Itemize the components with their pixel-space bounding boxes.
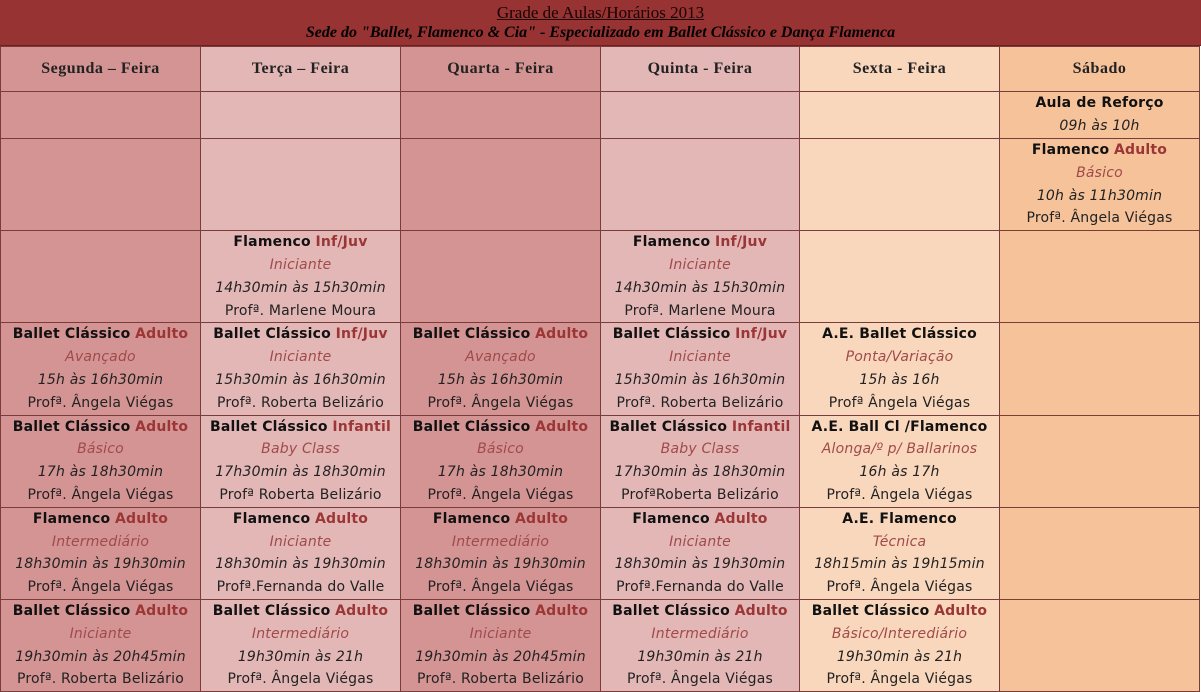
class-group: Adulto [135,326,189,343]
class-heading [201,231,400,254]
class-group: Adulto [314,510,369,527]
class-level: Iniciante [669,256,731,273]
class-level: Técnica [872,533,927,550]
class-cell [800,599,1000,691]
class-level: Iniciante [669,533,731,550]
class-cell [201,415,401,507]
class-teacher: Profª Roberta Belizário [219,486,382,503]
class-heading [601,600,799,623]
class-group: Adulto [135,602,189,619]
class-name: Flamenco [32,510,111,527]
page-title: Grade de Aulas/Horários 2013 [496,3,705,22]
class-teacher: Profª. Ângela Viégas [826,671,973,688]
class-level: Iniciante [669,349,731,366]
time-slot-row [1,599,1200,691]
class-time: 19h30min às 21h [237,648,364,665]
class-heading [601,416,799,439]
class-teacher: Profª. Ângela Viégas [826,579,973,596]
class-cell [800,415,1000,507]
header-banner [0,0,1201,46]
class-name: Ballet Clássico [412,418,531,435]
empty-cell [1000,231,1200,323]
class-heading [201,323,400,346]
empty-cell [201,139,401,231]
class-name: Ballet Clássico [811,602,930,619]
class-level: Básico [77,441,124,458]
time-slot-row [1,231,1200,323]
class-name: A.E. Flamenco [842,510,957,527]
class-time: 15h às 16h30min [37,371,164,388]
class-name: Ballet Clássico [12,418,131,435]
class-time: 15h às 16h [859,371,940,388]
class-name: Ballet Clássico [612,602,730,619]
class-heading [401,600,600,623]
class-teacher: Profª. Ângela Viégas [826,486,973,503]
class-time: 18h15min às 19h15min [814,556,985,573]
class-level: Intermediário [51,533,150,550]
class-level: Baby Class [261,441,340,458]
empty-cell [401,231,601,323]
class-teacher: Profª. Roberta Belizário [616,394,784,411]
empty-cell [800,139,1000,231]
empty-cell [201,92,401,139]
class-name: Ballet Clássico [609,418,728,435]
class-time: 19h30min às 20h45min [15,648,186,665]
time-slot-row [1,323,1200,415]
class-cell [1,599,201,691]
class-heading [1000,92,1199,115]
class-group: Inf/Juv [315,234,368,251]
class-cell [1,507,201,599]
time-slot-row [1,139,1200,231]
class-level: Iniciante [269,349,332,366]
class-time: 19h30min às 21h [836,648,963,665]
class-name: A.E. Ball Cl /Flamenco [811,418,988,435]
class-level: Alonga/º p/ Ballarinos [821,441,978,458]
class-group: Adulto [535,418,589,435]
class-heading [601,323,799,346]
class-level: Intermediário [651,625,749,642]
class-level: Iniciante [269,533,332,550]
class-group: Adulto [934,602,988,619]
class-name: Flamenco [632,234,711,251]
class-cell [201,599,401,691]
class-teacher: ProfªRoberta Belizário [621,486,779,503]
class-group: Inf/Juv [735,326,788,343]
class-cell [1000,139,1200,231]
class-heading [401,508,600,531]
class-cell [601,323,800,415]
class-time: 15h30min às 16h30min [215,371,386,388]
empty-cell [1,231,201,323]
empty-cell [401,139,601,231]
day-header-segunda: Segunda – Feira [1,47,201,92]
class-heading [1,416,200,439]
class-level: Ponta/Variação [845,349,954,366]
class-group: Adulto [714,510,768,527]
class-group: Adulto [535,326,589,343]
class-time: 16h às 17h [859,464,940,481]
class-time: 14h30min às 15h30min [215,279,386,296]
class-teacher: Profª. Ângela Viégas [27,579,174,596]
time-slot-row [1,415,1200,507]
class-time: 10h às 11h30min [1036,187,1163,204]
empty-cell [1000,415,1200,507]
class-heading [201,600,400,623]
class-time: 15h às 16h30min [437,371,564,388]
class-heading [1000,139,1199,162]
class-time: 19h30min às 21h [637,648,763,665]
class-teacher: Profª. Ângela Viégas [626,671,774,688]
time-slot-row [1,92,1200,139]
class-group: Inf/Juv [335,326,388,343]
class-name: Flamenco [232,510,311,527]
class-cell [201,323,401,415]
class-time: 14h30min às 15h30min [614,279,786,296]
class-level: Intermediário [451,533,550,550]
class-name: Flamenco [233,234,311,251]
time-slot-row [1,507,1200,599]
class-level: Básico [1076,164,1123,181]
class-name: Ballet Clássico [210,418,328,435]
empty-cell [1,92,201,139]
class-name: Ballet Clássico [213,326,331,343]
class-group: Infantil [731,418,791,435]
class-time: 18h30min às 19h30min [15,556,186,573]
class-name: Aula de Reforço [1035,95,1164,111]
class-time: 18h30min às 19h30min [215,556,386,573]
day-header-quinta: Quinta - Feira [601,47,800,92]
class-cell [800,507,1000,599]
class-heading [800,416,999,439]
empty-cell [1,139,201,231]
class-name: Ballet Clássico [212,602,331,619]
class-level: Básico/Interediário [831,625,968,642]
class-heading [800,508,999,531]
class-time: 17h às 18h30min [37,464,164,481]
class-group: Inf/Juv [714,234,768,251]
class-time: 18h30min às 19h30min [415,556,586,573]
empty-cell [401,92,601,139]
class-heading [601,231,799,254]
empty-cell [601,139,800,231]
class-time: 17h30min às 18h30min [215,464,386,481]
class-cell [800,323,1000,415]
class-teacher: Profª. Roberta Belizário [16,671,184,688]
class-teacher: Profª. Ângela Viégas [27,394,174,411]
empty-cell [800,231,1000,323]
class-heading [201,508,400,531]
class-teacher: Profª. Ângela Viégas [227,671,374,688]
class-group: Adulto [734,602,788,619]
class-time: 15h30min às 16h30min [614,371,786,388]
class-level: Iniciante [269,256,332,273]
class-name: Flamenco [432,510,511,527]
class-heading [401,323,600,346]
class-time: 18h30min às 19h30min [614,556,786,573]
class-cell [201,507,401,599]
class-level: Iniciante [69,625,132,642]
empty-cell [601,92,800,139]
class-cell [401,599,601,691]
class-teacher: Profª. Marlene Moura [624,302,776,319]
page-subtitle: Sede do "Ballet, Flamenco & Cia" - Especializado em Ballet Clássico e Dança Flamenca [305,24,896,41]
class-group: Infantil [332,418,391,435]
class-name: Flamenco [1031,142,1110,158]
class-name: Ballet Clássico [612,326,731,343]
class-teacher: Profª. Ângela Viégas [427,394,574,411]
class-heading [601,508,799,531]
class-heading [1,600,200,623]
schedule-table [0,46,1200,692]
class-level: Baby Class [660,441,740,458]
class-cell [601,231,800,323]
class-cell [601,415,800,507]
class-teacher: Profª. Roberta Belizário [216,394,384,411]
class-level: Iniciante [469,625,532,642]
empty-cell [1000,507,1200,599]
class-teacher: Profª. Ângela Viégas [27,486,174,503]
class-level: Avançado [465,349,536,366]
class-heading [800,323,999,346]
class-heading [201,416,400,439]
class-name: Flamenco [632,510,710,527]
class-cell [201,231,401,323]
empty-cell [800,92,1000,139]
day-header-sabado: Sábado [1000,47,1200,92]
class-heading [800,600,999,623]
empty-cell [1000,599,1200,691]
class-name: Ballet Clássico [12,602,131,619]
class-cell [601,599,800,691]
class-time: 09h às 10h [1059,117,1140,134]
class-group: Adulto [135,418,189,435]
class-cell [1,415,201,507]
class-name: Ballet Clássico [12,326,131,343]
class-teacher: Profª.Fernanda do Valle [216,579,385,596]
class-teacher: Profª Ângela Viégas [828,394,971,411]
class-heading [1,323,200,346]
class-cell [1,323,201,415]
class-level: Básico [477,441,524,458]
class-heading [1,508,200,531]
class-group: Adulto [1113,142,1168,158]
class-time: 17h às 18h30min [437,464,564,481]
empty-cell [1000,323,1200,415]
class-heading [401,416,600,439]
class-teacher: Profª. Marlene Moura [224,302,377,319]
class-level: Intermediário [251,625,350,642]
class-cell [401,507,601,599]
class-teacher: Profª. Ângela Viégas [1026,210,1173,227]
day-header-sexta: Sexta - Feira [800,47,1000,92]
class-time: 19h30min às 20h45min [415,648,586,665]
class-cell [401,415,601,507]
class-cell [401,323,601,415]
class-cell [1000,92,1200,139]
class-level: Avançado [65,349,136,366]
class-cell [601,507,800,599]
class-time: 17h30min às 18h30min [614,464,786,481]
class-name: Ballet Clássico [412,602,531,619]
class-name: A.E. Ballet Clássico [822,326,977,343]
class-group: Adulto [514,510,569,527]
day-header-quarta: Quarta - Feira [401,47,601,92]
class-teacher: Profª. Ângela Viégas [427,579,574,596]
class-name: Ballet Clássico [412,326,531,343]
class-teacher: Profª. Ângela Viégas [427,486,574,503]
class-group: Adulto [335,602,389,619]
class-teacher: Profª.Fernanda do Valle [616,579,784,596]
day-header-terca: Terça – Feira [201,47,401,92]
class-group: Adulto [535,602,589,619]
class-teacher: Profª. Roberta Belizário [416,671,584,688]
class-group: Adulto [114,510,169,527]
